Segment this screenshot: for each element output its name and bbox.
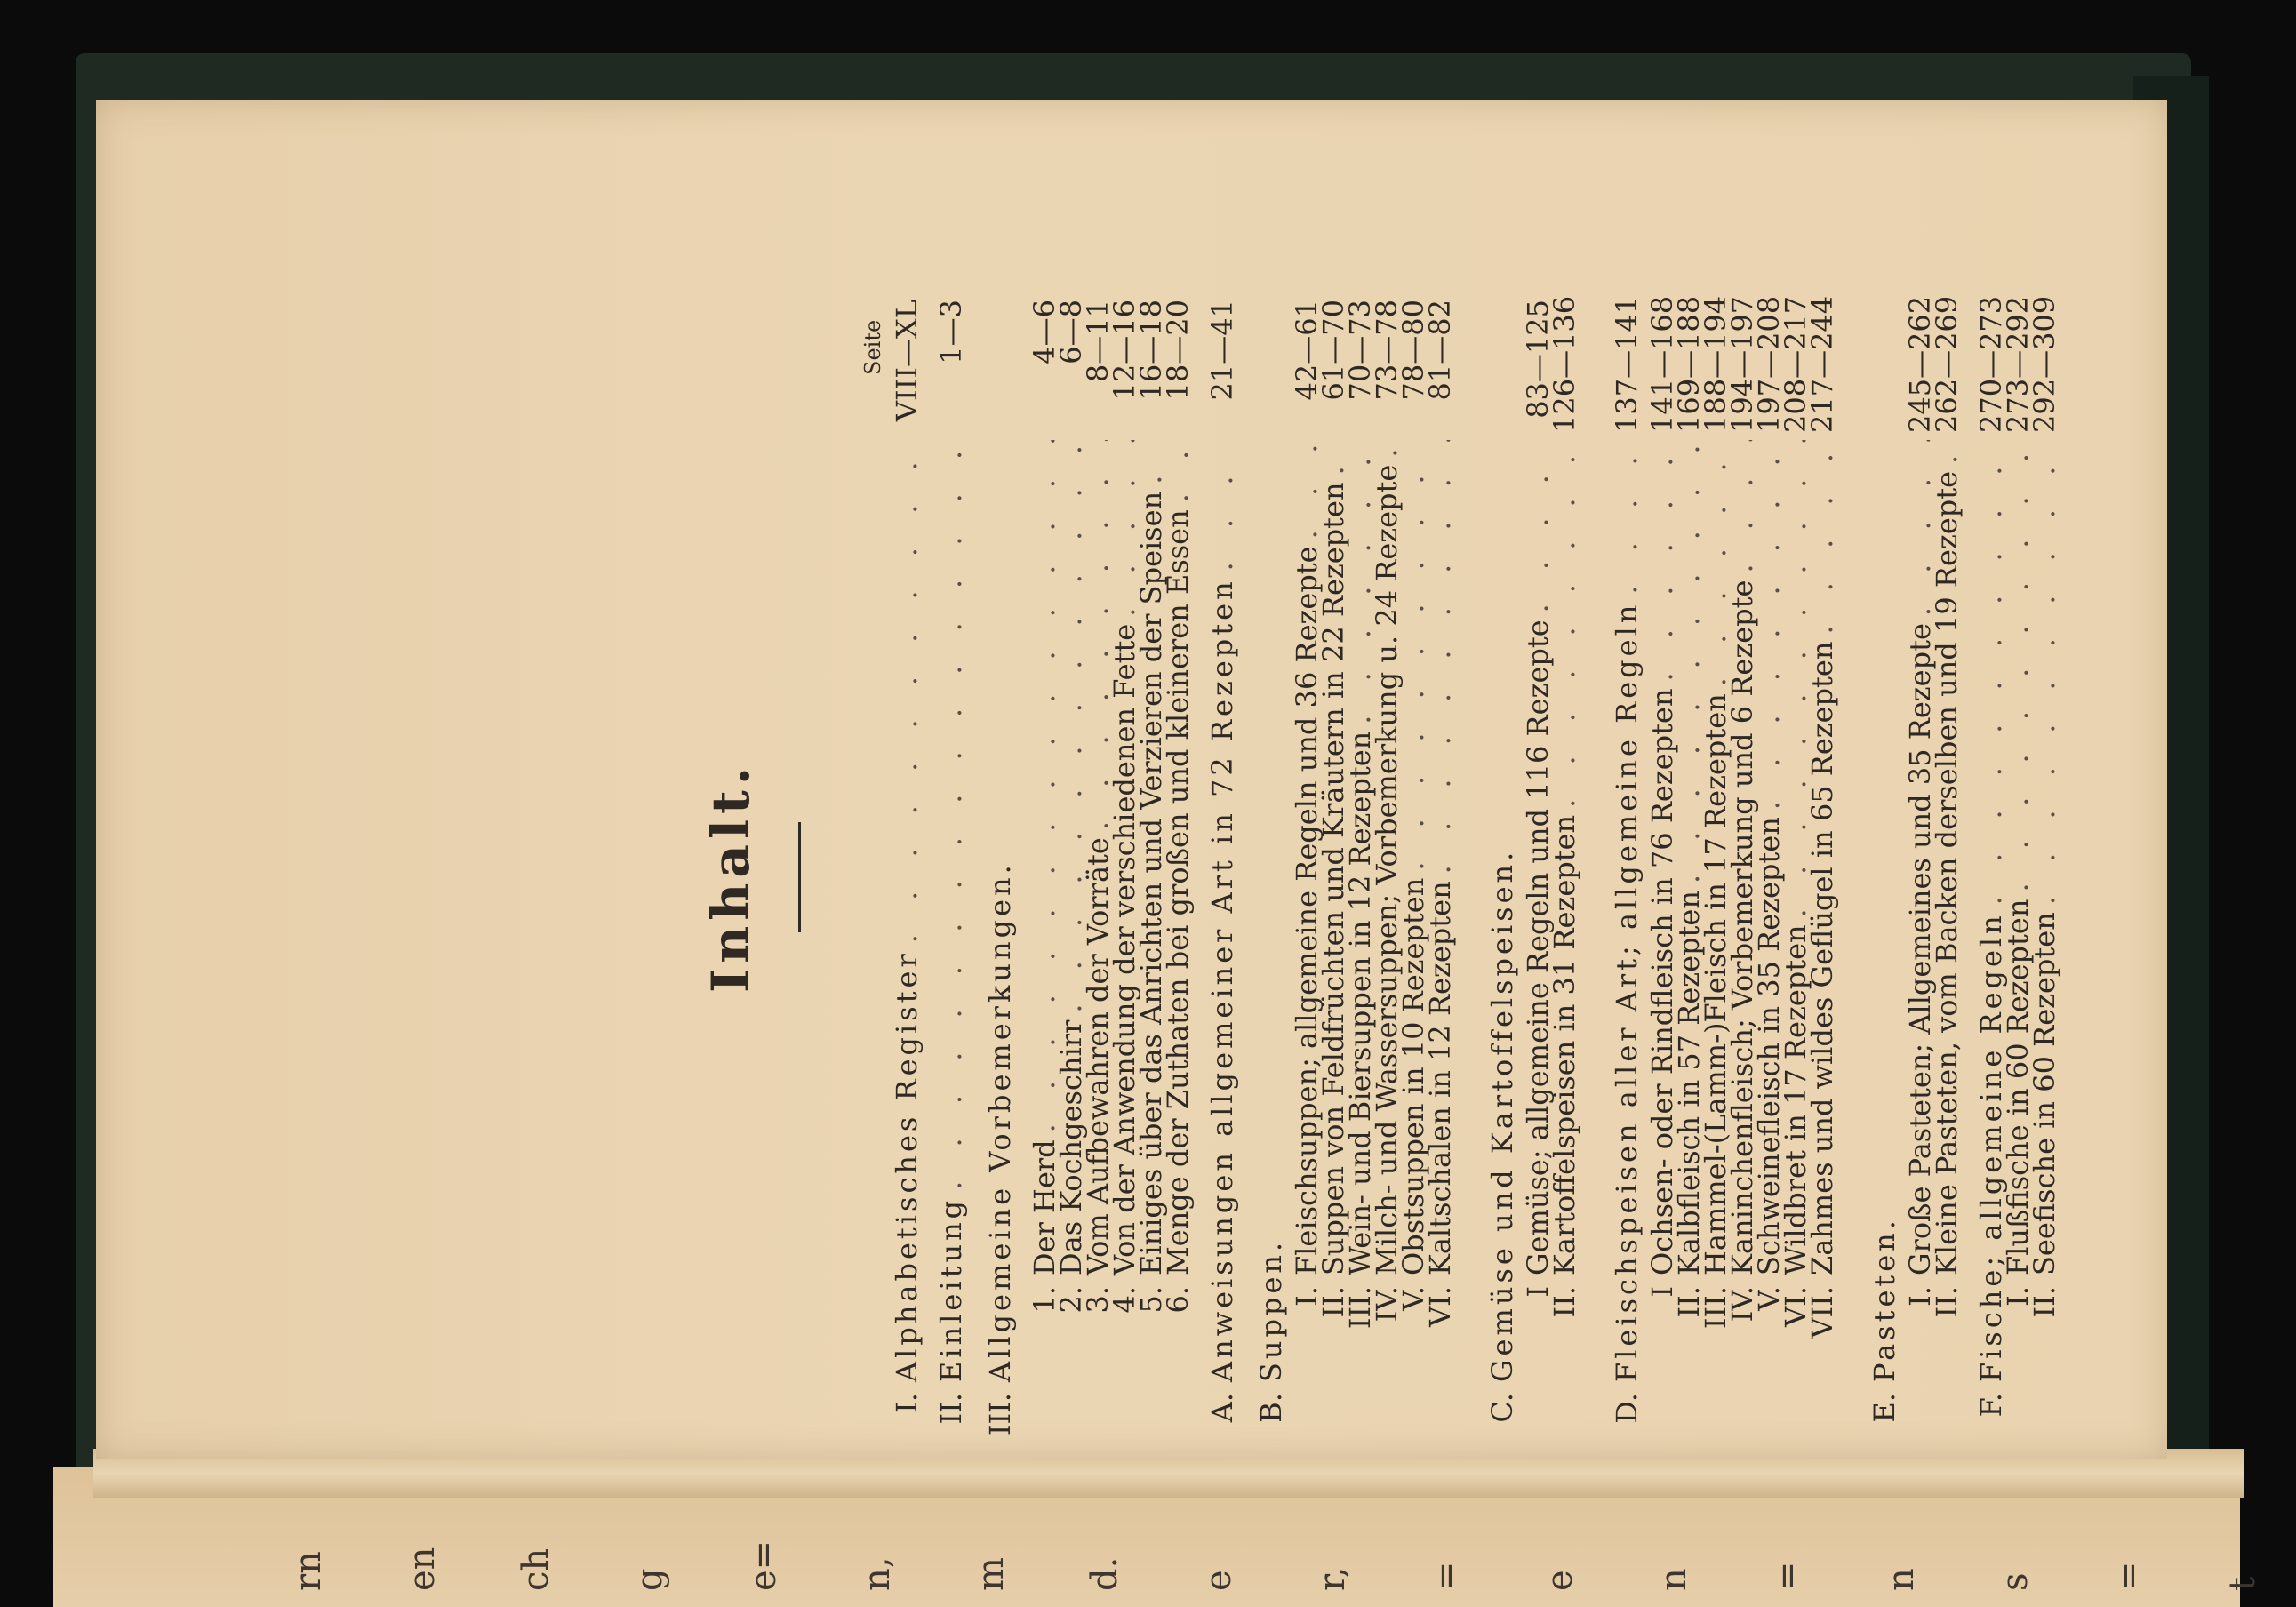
next-page-margin-text: e bbox=[1198, 1570, 1239, 1591]
dot-leader bbox=[932, 440, 971, 1190]
toc-entry-pages: 16—18 bbox=[1134, 300, 1168, 401]
toc-entry-pages: 70—73 bbox=[1343, 300, 1377, 401]
toc-entry-number: I bbox=[1521, 1286, 1555, 1298]
next-page-margin-text: r, bbox=[1312, 1566, 1353, 1591]
toc-entry-number: 3. bbox=[1081, 1286, 1115, 1314]
dot-leader bbox=[1927, 440, 1966, 464]
toc-entry-pages: 270—273 bbox=[1974, 295, 2008, 433]
toc-entry-number: II. bbox=[1930, 1286, 1964, 1318]
toc-entry-number: II. bbox=[934, 1393, 968, 1425]
title-rule bbox=[798, 822, 801, 932]
rotated-text-layer bbox=[96, 295, 2096, 1455]
dot-leader bbox=[1545, 440, 1584, 808]
toc-entry-text: Kalbfleisch in 57 Rezepten bbox=[1672, 891, 1706, 1275]
toc-entry bbox=[1803, 295, 1842, 1366]
toc-entry-number: I. bbox=[890, 1393, 924, 1413]
toc-entry-number: I. bbox=[2001, 1286, 2035, 1307]
toc-entry-number: C. bbox=[1485, 1393, 1519, 1423]
toc-entry-number: VI. bbox=[1423, 1286, 1457, 1327]
toc-entry bbox=[932, 300, 971, 1455]
toc-entry-pages: 78—80 bbox=[1396, 300, 1430, 401]
toc-entry-text: Anweisungen allgemeiner Art in 72 Rezepten bbox=[1205, 578, 1239, 1382]
toc-entry-text: Milch- und Wassersuppen; Vorbemerkung u. 24 Rezepte bbox=[1370, 464, 1404, 1275]
toc-entry-number: F. bbox=[1974, 1393, 2008, 1418]
toc-entry-text: Flußfische in 60 Rezepten bbox=[2001, 899, 2035, 1275]
toc-entry-number: A. bbox=[1205, 1393, 1239, 1423]
toc-entry-text: Kaltschalen in 12 Rezepten bbox=[1423, 881, 1457, 1275]
toc-entry bbox=[1420, 300, 1460, 1366]
toc-entry-text: Menge der Zuthaten bei großen und kleineren Essen bbox=[1161, 509, 1195, 1275]
toc-entry-text: Von der Anwendung der verschiedenen Fette bbox=[1108, 623, 1141, 1275]
dot-leader bbox=[887, 440, 926, 943]
toc-entry-text: Suppen von Feldfrüchten und Kräutern in 22 Rezepten bbox=[1316, 482, 1350, 1275]
next-page-margin-text: g bbox=[629, 1568, 670, 1591]
toc-entry-pages: VIII—XL bbox=[890, 300, 924, 422]
dot-leader bbox=[1420, 440, 1460, 874]
toc-entry-text: Hammel-(Lamm-)Fleisch in 17 Rezepten bbox=[1699, 693, 1732, 1275]
toc-entry-text: Kleine Pasteten, vom Backen derselben und 19 Rezepte bbox=[1930, 470, 1964, 1275]
toc-entry-pages: 61—70 bbox=[1316, 300, 1350, 401]
toc-entry-number: I. bbox=[1903, 1286, 1937, 1307]
next-page-margin-text: en bbox=[402, 1547, 443, 1591]
toc-entry-number: III. bbox=[1699, 1286, 1732, 1330]
toc-entry-pages: 194—197 bbox=[1725, 295, 1759, 433]
toc-entry bbox=[1865, 300, 1904, 1455]
toc-entry-text: Einiges über das Anrichten und Verzieren der Speisen bbox=[1134, 491, 1168, 1275]
toc-entry-text: Seefische in 60 Rezepten bbox=[2028, 912, 2061, 1275]
toc-entry-pages: 42—61 bbox=[1290, 300, 1324, 401]
toc-entry-pages: 169—188 bbox=[1672, 295, 1706, 433]
toc-entry bbox=[887, 300, 926, 1455]
toc-entry-number: 4. bbox=[1108, 1286, 1141, 1314]
toc-entry-text: Zahmes und wildes Geflügel in 65 Rezepten bbox=[1805, 641, 1839, 1275]
toc-entry-text: Fleischspeisen aller Art; allgemeine Regeln bbox=[1610, 601, 1644, 1382]
toc-entry-text: Allgemeine Vorbemerkungen. bbox=[983, 861, 1017, 1382]
toc-entry-number: II. bbox=[1548, 1286, 1581, 1318]
toc-entry bbox=[1545, 295, 1584, 1366]
toc-entry-number: VII. bbox=[1805, 1286, 1839, 1339]
dot-leader bbox=[1203, 440, 1242, 571]
toc-entry-pages: 18—20 bbox=[1161, 300, 1195, 401]
toc-entry-pages: 12—16 bbox=[1108, 300, 1141, 401]
toc-entry-pages: 141—168 bbox=[1645, 295, 1679, 433]
next-page-margin-text: e bbox=[1540, 1570, 1580, 1591]
toc-entry-number: IV. bbox=[1370, 1286, 1404, 1323]
next-page-margin-text: = bbox=[2108, 1561, 2149, 1591]
toc-entry-text: Suppen. bbox=[1254, 1238, 1288, 1382]
toc-entry-number: 2. bbox=[1054, 1286, 1088, 1314]
toc-entry-number: V. bbox=[1752, 1286, 1786, 1311]
toc-entry-number: D. bbox=[1610, 1393, 1644, 1424]
table-of-contents bbox=[96, 295, 2096, 1455]
toc-entry-number: VI. bbox=[1779, 1286, 1812, 1327]
next-page-margin-text: t bbox=[2222, 1576, 2263, 1591]
toc-entry-number: II. bbox=[2028, 1286, 2061, 1318]
next-page-margin-text: = bbox=[1767, 1561, 1808, 1591]
book-page bbox=[96, 100, 2167, 1459]
toc-entry-number: 1. bbox=[1028, 1286, 1061, 1314]
dot-leader bbox=[1803, 440, 1842, 635]
toc-entry-number: V. bbox=[1396, 1286, 1430, 1311]
toc-entry-pages: 208—217 bbox=[1779, 295, 1812, 433]
toc-entry-pages: 126—136 bbox=[1548, 295, 1581, 433]
next-page-margin-text: ch bbox=[516, 1547, 556, 1591]
toc-entry-pages: 1—3 bbox=[934, 300, 968, 364]
toc-entry-pages: 83—125 bbox=[1521, 300, 1555, 419]
toc-entry bbox=[1203, 300, 1242, 1455]
dot-leader bbox=[1158, 440, 1197, 502]
dot-leader bbox=[2025, 440, 2064, 905]
toc-entry-text: Pasteten. bbox=[1868, 1217, 1901, 1382]
toc-entry-number: I bbox=[1645, 1286, 1679, 1298]
toc-entry-pages: 273—292 bbox=[2001, 295, 2035, 433]
toc-entry-number: III. bbox=[983, 1393, 1017, 1436]
next-page-margin-text: m bbox=[971, 1557, 1012, 1591]
toc-entry bbox=[980, 300, 1020, 1455]
next-page-margin-text: rn bbox=[288, 1551, 329, 1591]
toc-entry-number: 5. bbox=[1134, 1286, 1168, 1314]
toc-entry-number: B. bbox=[1254, 1393, 1288, 1423]
toc-entry-text: Ochsen- oder Rindfleisch in 76 Rezepten bbox=[1645, 688, 1679, 1275]
toc-entry-text: Vom Aufbewahren der Vorräte bbox=[1081, 837, 1115, 1275]
toc-entry bbox=[1252, 300, 1291, 1455]
toc-entry-pages: 73—78 bbox=[1370, 300, 1404, 401]
toc-entry-text: Einleitung bbox=[934, 1196, 968, 1382]
page-title: Inhalt. bbox=[700, 761, 761, 994]
page-column-label: Seite bbox=[860, 319, 885, 375]
next-page-margin-text: s bbox=[1995, 1572, 2036, 1591]
toc-entry-text: Fleischsuppen; allgemeine Regeln und 36 Rezepte bbox=[1290, 546, 1324, 1275]
toc-entry-text: Alphabetisches Register bbox=[890, 950, 924, 1382]
next-page-margin-text: n bbox=[1881, 1568, 1922, 1591]
toc-entry-pages: 21—41 bbox=[1205, 300, 1239, 401]
toc-entry-text: Große Pasteten; Allgemeines und 35 Rezepte bbox=[1903, 623, 1937, 1275]
toc-entry bbox=[1158, 300, 1197, 1366]
next-page-margin-text: n, bbox=[857, 1556, 898, 1591]
toc-entry-text: Wildbret in 17 Rezepten bbox=[1779, 924, 1812, 1275]
next-page-margin-text: e= bbox=[743, 1539, 784, 1591]
toc-entry-pages: 137—141 bbox=[1610, 295, 1644, 433]
toc-entry-text: Gemüse; allgemeine Regeln und 116 Rezepte bbox=[1521, 620, 1555, 1275]
next-page-margin-text: d. bbox=[1084, 1556, 1125, 1591]
next-page-margin-text: = bbox=[1426, 1561, 1467, 1591]
toc-entry-text: Gemüse und Kartoffelspeisen. bbox=[1485, 848, 1519, 1382]
toc-entry bbox=[1927, 295, 1966, 1366]
toc-entry-pages: 292—309 bbox=[2028, 295, 2061, 433]
toc-entry-number: E. bbox=[1868, 1393, 1901, 1423]
toc-entry-pages: 197—208 bbox=[1752, 295, 1786, 433]
next-page-margin-text: n bbox=[1653, 1568, 1694, 1591]
toc-entry-pages: 4—6 bbox=[1028, 300, 1061, 364]
dot-leader bbox=[1607, 440, 1646, 595]
toc-entry-number: II. bbox=[1316, 1286, 1350, 1318]
toc-entry-text: Obstsuppen in 10 Rezepten bbox=[1396, 877, 1430, 1275]
toc-entry-text: Der Herd bbox=[1028, 1139, 1061, 1275]
toc-entry-text: Kaninchenfleisch; Vorbemerkung und 6 Rezepte bbox=[1725, 580, 1759, 1275]
toc-entry-text: Kartoffelspeisen in 31 Rezepten bbox=[1548, 814, 1581, 1275]
toc-entry-number: IV. bbox=[1725, 1286, 1759, 1323]
toc-entry-pages: 81—82 bbox=[1423, 300, 1457, 401]
toc-entry-text: Fische; allgemeine Regeln bbox=[1974, 912, 2008, 1382]
toc-entry-pages: 188—194 bbox=[1699, 295, 1732, 433]
toc-entry bbox=[1483, 300, 1522, 1455]
toc-entry-number: I. bbox=[1290, 1286, 1324, 1307]
toc-entry-pages: 262—269 bbox=[1930, 295, 1964, 433]
toc-entry-pages: 6—8 bbox=[1054, 300, 1088, 364]
toc-entry-number: II. bbox=[1672, 1286, 1706, 1318]
toc-entry-pages: 217—244 bbox=[1805, 295, 1839, 433]
toc-entry-number: 6. bbox=[1161, 1286, 1195, 1314]
toc-entry-text: Schweinefleisch in 35 Rezepten bbox=[1752, 817, 1786, 1275]
toc-entry-number: III. bbox=[1343, 1286, 1377, 1330]
toc-entry-text: Das Kochgeschirr bbox=[1054, 1019, 1088, 1275]
toc-entry bbox=[2025, 295, 2064, 1366]
toc-entry-pages: 8—11 bbox=[1081, 300, 1115, 383]
toc-entry bbox=[1607, 295, 1646, 1455]
toc-entry-text: Wein- und Biersuppen in 12 Rezepten bbox=[1343, 731, 1377, 1275]
toc-entry-pages: 245—262 bbox=[1903, 295, 1937, 433]
